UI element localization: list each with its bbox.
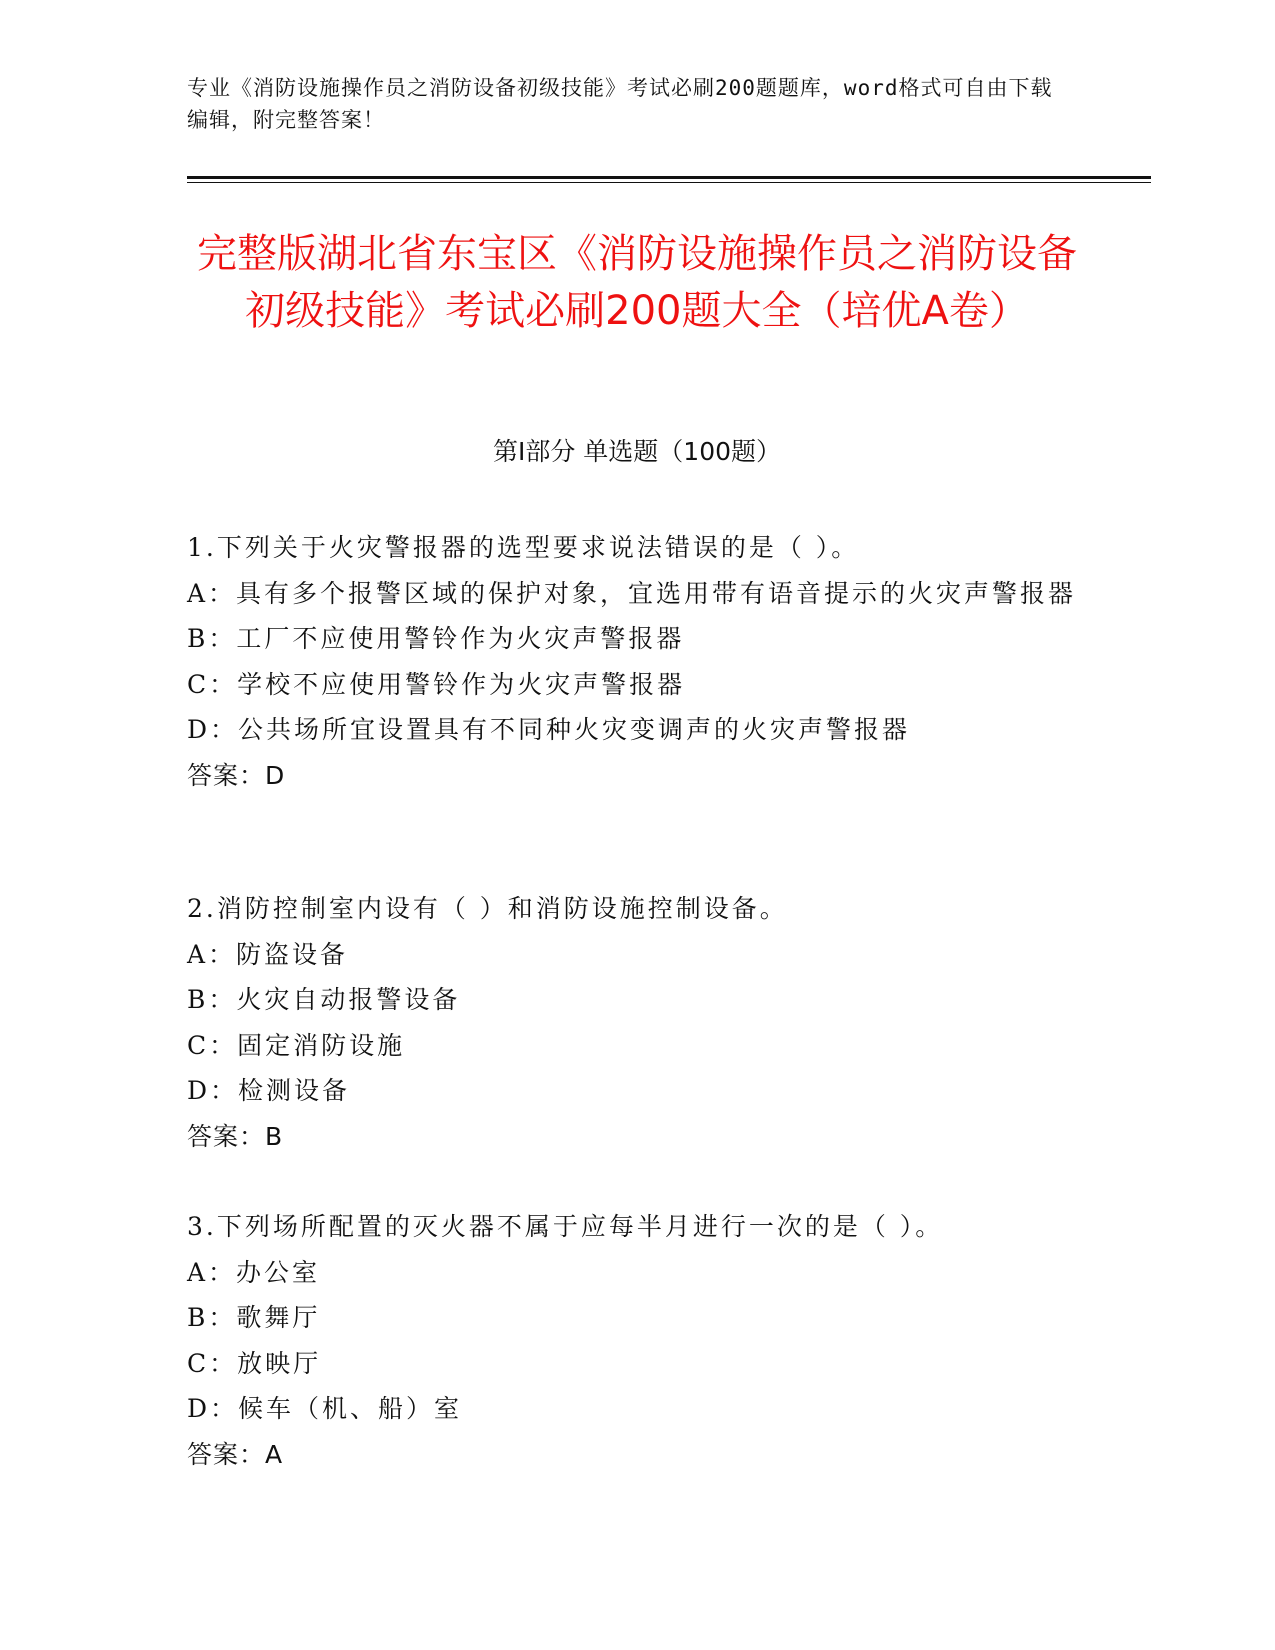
option-d: D：公共场所宜设置具有不同种火灾变调声的火灾声警报器 (187, 715, 911, 744)
answer-line: 答案：D (187, 760, 286, 790)
header-divider-thin (187, 182, 1151, 183)
section-title: 第I部分 单选题（100题） (492, 437, 782, 466)
question-stem: 2.消防控制室内设有（ ）和消防设施控制设备。 (187, 894, 788, 923)
answer-line: 答案：A (187, 1439, 284, 1469)
option-b: B：火灾自动报警设备 (187, 985, 461, 1014)
option-c: C：放映厅 (187, 1348, 322, 1378)
question-1 (187, 525, 1087, 798)
question-stem: 1.下列关于火灾警报器的选型要求说法错误的是（ ）。 (187, 533, 860, 562)
option-d: D：候车（机、船）室 (187, 1394, 463, 1423)
document-title: 完整版湖北省东宝区《消防设施操作员之消防设备初级技能》考试必刷200题大全（培优A卷） (197, 231, 1077, 334)
option-d: D：检测设备 (187, 1076, 351, 1105)
option-a: A：具有多个报警区域的保护对象，宜选用带有语音提示的火灾声警报器 (187, 578, 1077, 608)
option-a: A：办公室 (187, 1257, 321, 1287)
answer-line: 答案：B (187, 1121, 284, 1151)
question-3 (187, 1204, 1087, 1477)
header-note: 专业《消防设施操作员之消防设备初级技能》考试必刷200题题库，word格式可自由下载编辑，附完整答案！ (187, 76, 1053, 132)
question-2 (187, 886, 1087, 1159)
option-c: C：固定消防设施 (187, 1030, 406, 1060)
option-b: B：歌舞厅 (187, 1303, 321, 1332)
header-divider-thick (187, 176, 1151, 179)
option-b: B：工厂不应使用警铃作为火灾声警报器 (187, 624, 685, 653)
option-c: C：学校不应使用警铃作为火灾声警报器 (187, 669, 686, 699)
option-a: A：防盗设备 (187, 939, 349, 969)
question-stem: 3.下列场所配置的灭火器不属于应每半月进行一次的是（ ）。 (187, 1212, 944, 1241)
